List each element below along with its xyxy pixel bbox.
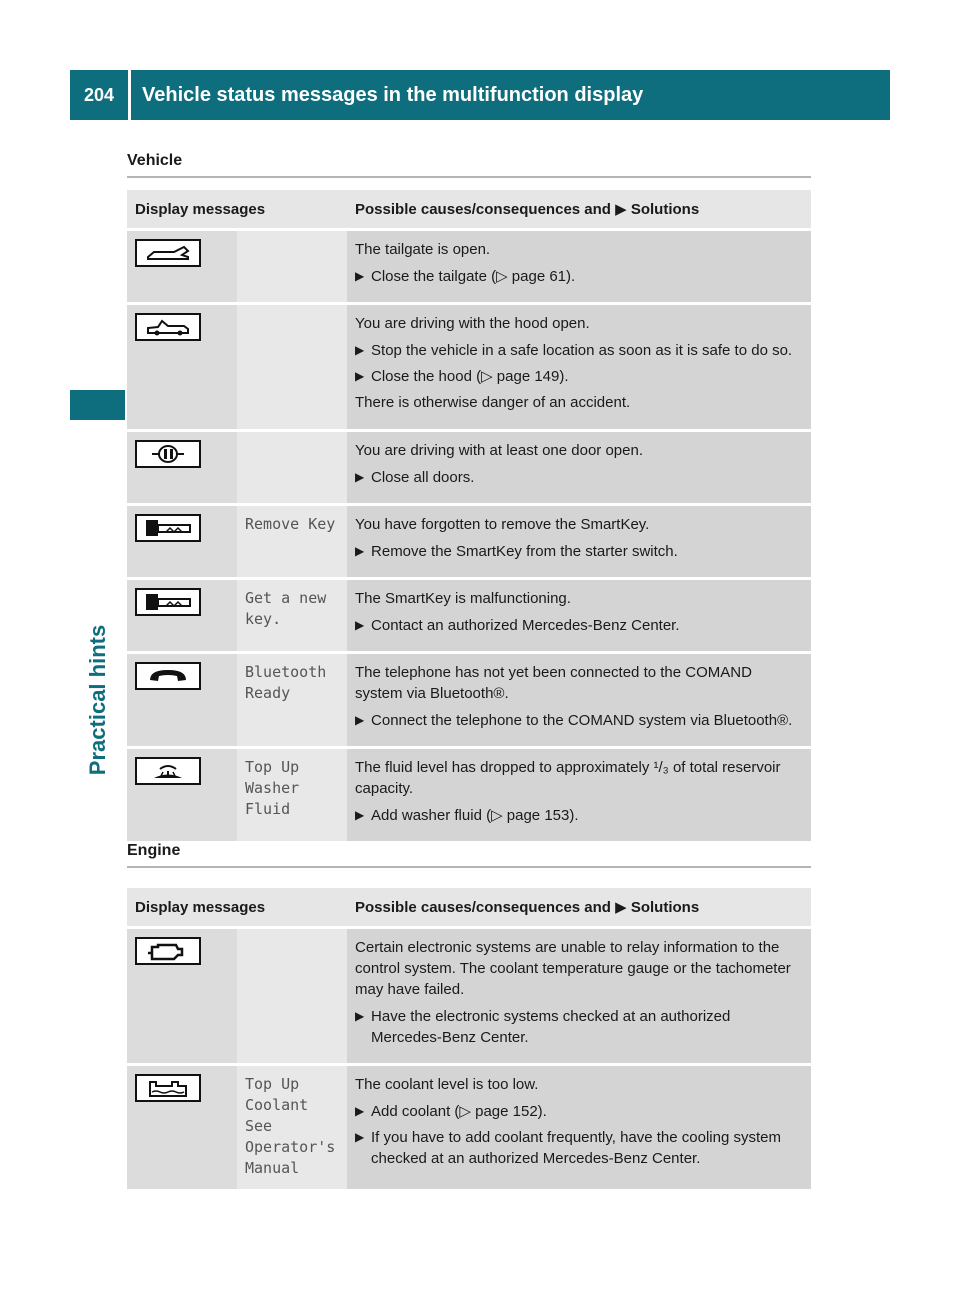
solution-step [355,805,803,826]
engine-section-title: Engine [127,842,811,868]
tailgate-open-icon [135,239,201,267]
table-row [127,304,811,431]
display-message: Bluetooth Ready [237,653,347,748]
step-text: Stop the vehicle in a safe location as soon as it is safe to do so. [371,342,793,359]
display-message: Top Up Washer Fluid [237,748,347,843]
step-text: Close the hood (▷ page 149). [371,368,569,385]
display-message: Get a new key. [237,579,347,653]
step-text: Add washer fluid (▷ page 153). [371,807,579,824]
engine-icon [135,937,201,965]
solution-step [355,266,803,287]
step-arrow-icon: ▶ [355,369,365,383]
step-arrow-icon: ▶ [355,1104,365,1118]
solution-cell [347,579,811,653]
solution-step [355,710,803,731]
cause-text: The coolant level is too low. [355,1076,539,1093]
solution-step [355,1101,803,1122]
solution-cell [347,1065,811,1191]
step-arrow-icon: ▶ [355,1130,365,1144]
step-arrow-icon: ▶ [355,470,365,484]
solution-step [355,1006,803,1048]
cause-text: Certain electronic systems are unable to relay information to the control system. The coolant temperature gauge or the tachometer may have failed. [355,939,791,998]
display-message: Remove Key [237,505,347,579]
icon-cell [127,653,237,748]
step-text: Add coolant (▷ page 152). [371,1103,547,1120]
solution-step [355,1127,803,1169]
page-header [70,70,890,120]
column-header-display: Display messages [127,190,347,230]
cause-text: You are driving with at least one door open. [355,442,643,459]
solution-cell [347,431,811,505]
solution-cell [347,505,811,579]
telephone-icon [135,662,201,690]
table-row [127,1065,811,1191]
cause-text: You are driving with the hood open. [355,315,590,332]
cause-text: The SmartKey is malfunctioning. [355,590,571,607]
cause-text: There is otherwise danger of an accident. [355,394,631,411]
icon-cell [127,505,237,579]
cause-text: You have forgotten to remove the SmartKey. [355,516,650,533]
display-message: Top Up Coolant See Operator's Manual [237,1065,347,1191]
cause-text: The tailgate is open. [355,241,491,258]
table-row [127,928,811,1065]
icon-cell [127,304,237,431]
cause-text: The telephone has not yet been connected to the COMAND system via Bluetooth®. [355,664,752,702]
icon-cell [127,230,237,304]
cause-text: The fluid level has dropped to approximately ¹/₃ of total reservoir capacity. [355,759,781,797]
vehicle-section-title: Vehicle [127,152,811,178]
column-header-solutions: Possible causes/consequences and ▶ Solutions [347,190,811,230]
step-arrow-icon: ▶ [355,544,365,558]
step-text: If you have to add coolant frequently, have the cooling system checked at an authorized Mercedes-Benz Center. [371,1129,781,1167]
table-row [127,748,811,843]
icon-cell [127,928,237,1065]
display-message [237,431,347,505]
vehicle-table [127,190,811,844]
step-text: Close the tailgate (▷ page 61). [371,268,576,285]
step-text: Close all doors. [371,469,475,486]
table-row [127,653,811,748]
solution-cell [347,304,811,431]
display-message [237,928,347,1065]
solution-cell [347,653,811,748]
solution-step [355,340,803,361]
side-tab-label: Practical hints [85,624,110,776]
step-text: Remove the SmartKey from the starter switch. [371,543,678,560]
side-tab-marker [70,390,125,420]
door-open-icon [135,440,201,468]
solution-cell [347,748,811,843]
icon-cell [127,748,237,843]
coolant-icon [135,1074,201,1102]
step-text: Connect the telephone to the COMAND system via Bluetooth®. [371,712,793,729]
icon-cell [127,431,237,505]
step-text: Have the electronic systems checked at an authorized Mercedes-Benz Center. [371,1008,731,1046]
column-header-solutions: Possible causes/consequences and ▶ Solutions [347,888,811,928]
table-row [127,505,811,579]
step-arrow-icon: ▶ [355,713,365,727]
solution-step [355,615,803,636]
step-arrow-icon: ▶ [355,343,365,357]
engine-section [127,842,811,1192]
icon-cell [127,1065,237,1191]
header-divider [128,70,131,120]
hood-open-icon [135,313,201,341]
step-arrow-icon: ▶ [355,269,365,283]
page-number: 204 [83,84,115,105]
display-message [237,230,347,304]
table-row [127,230,811,304]
solution-step [355,467,803,488]
solution-step [355,541,803,562]
smartkey-icon [135,588,201,616]
step-text: Contact an authorized Mercedes-Benz Center. [371,617,680,634]
page-title: Vehicle status messages in the multifunction display [142,83,644,106]
icon-cell [127,579,237,653]
smartkey-icon [135,514,201,542]
display-message [237,304,347,431]
solution-cell [347,928,811,1065]
table-row [127,579,811,653]
solution-step [355,366,803,387]
vehicle-section [127,152,811,844]
step-arrow-icon: ▶ [355,808,365,822]
step-arrow-icon: ▶ [355,618,365,632]
washer-fluid-icon [135,757,201,785]
solution-cell [347,230,811,304]
column-header-display: Display messages [127,888,347,928]
engine-table [127,888,811,1192]
table-row [127,431,811,505]
step-arrow-icon: ▶ [355,1009,365,1023]
